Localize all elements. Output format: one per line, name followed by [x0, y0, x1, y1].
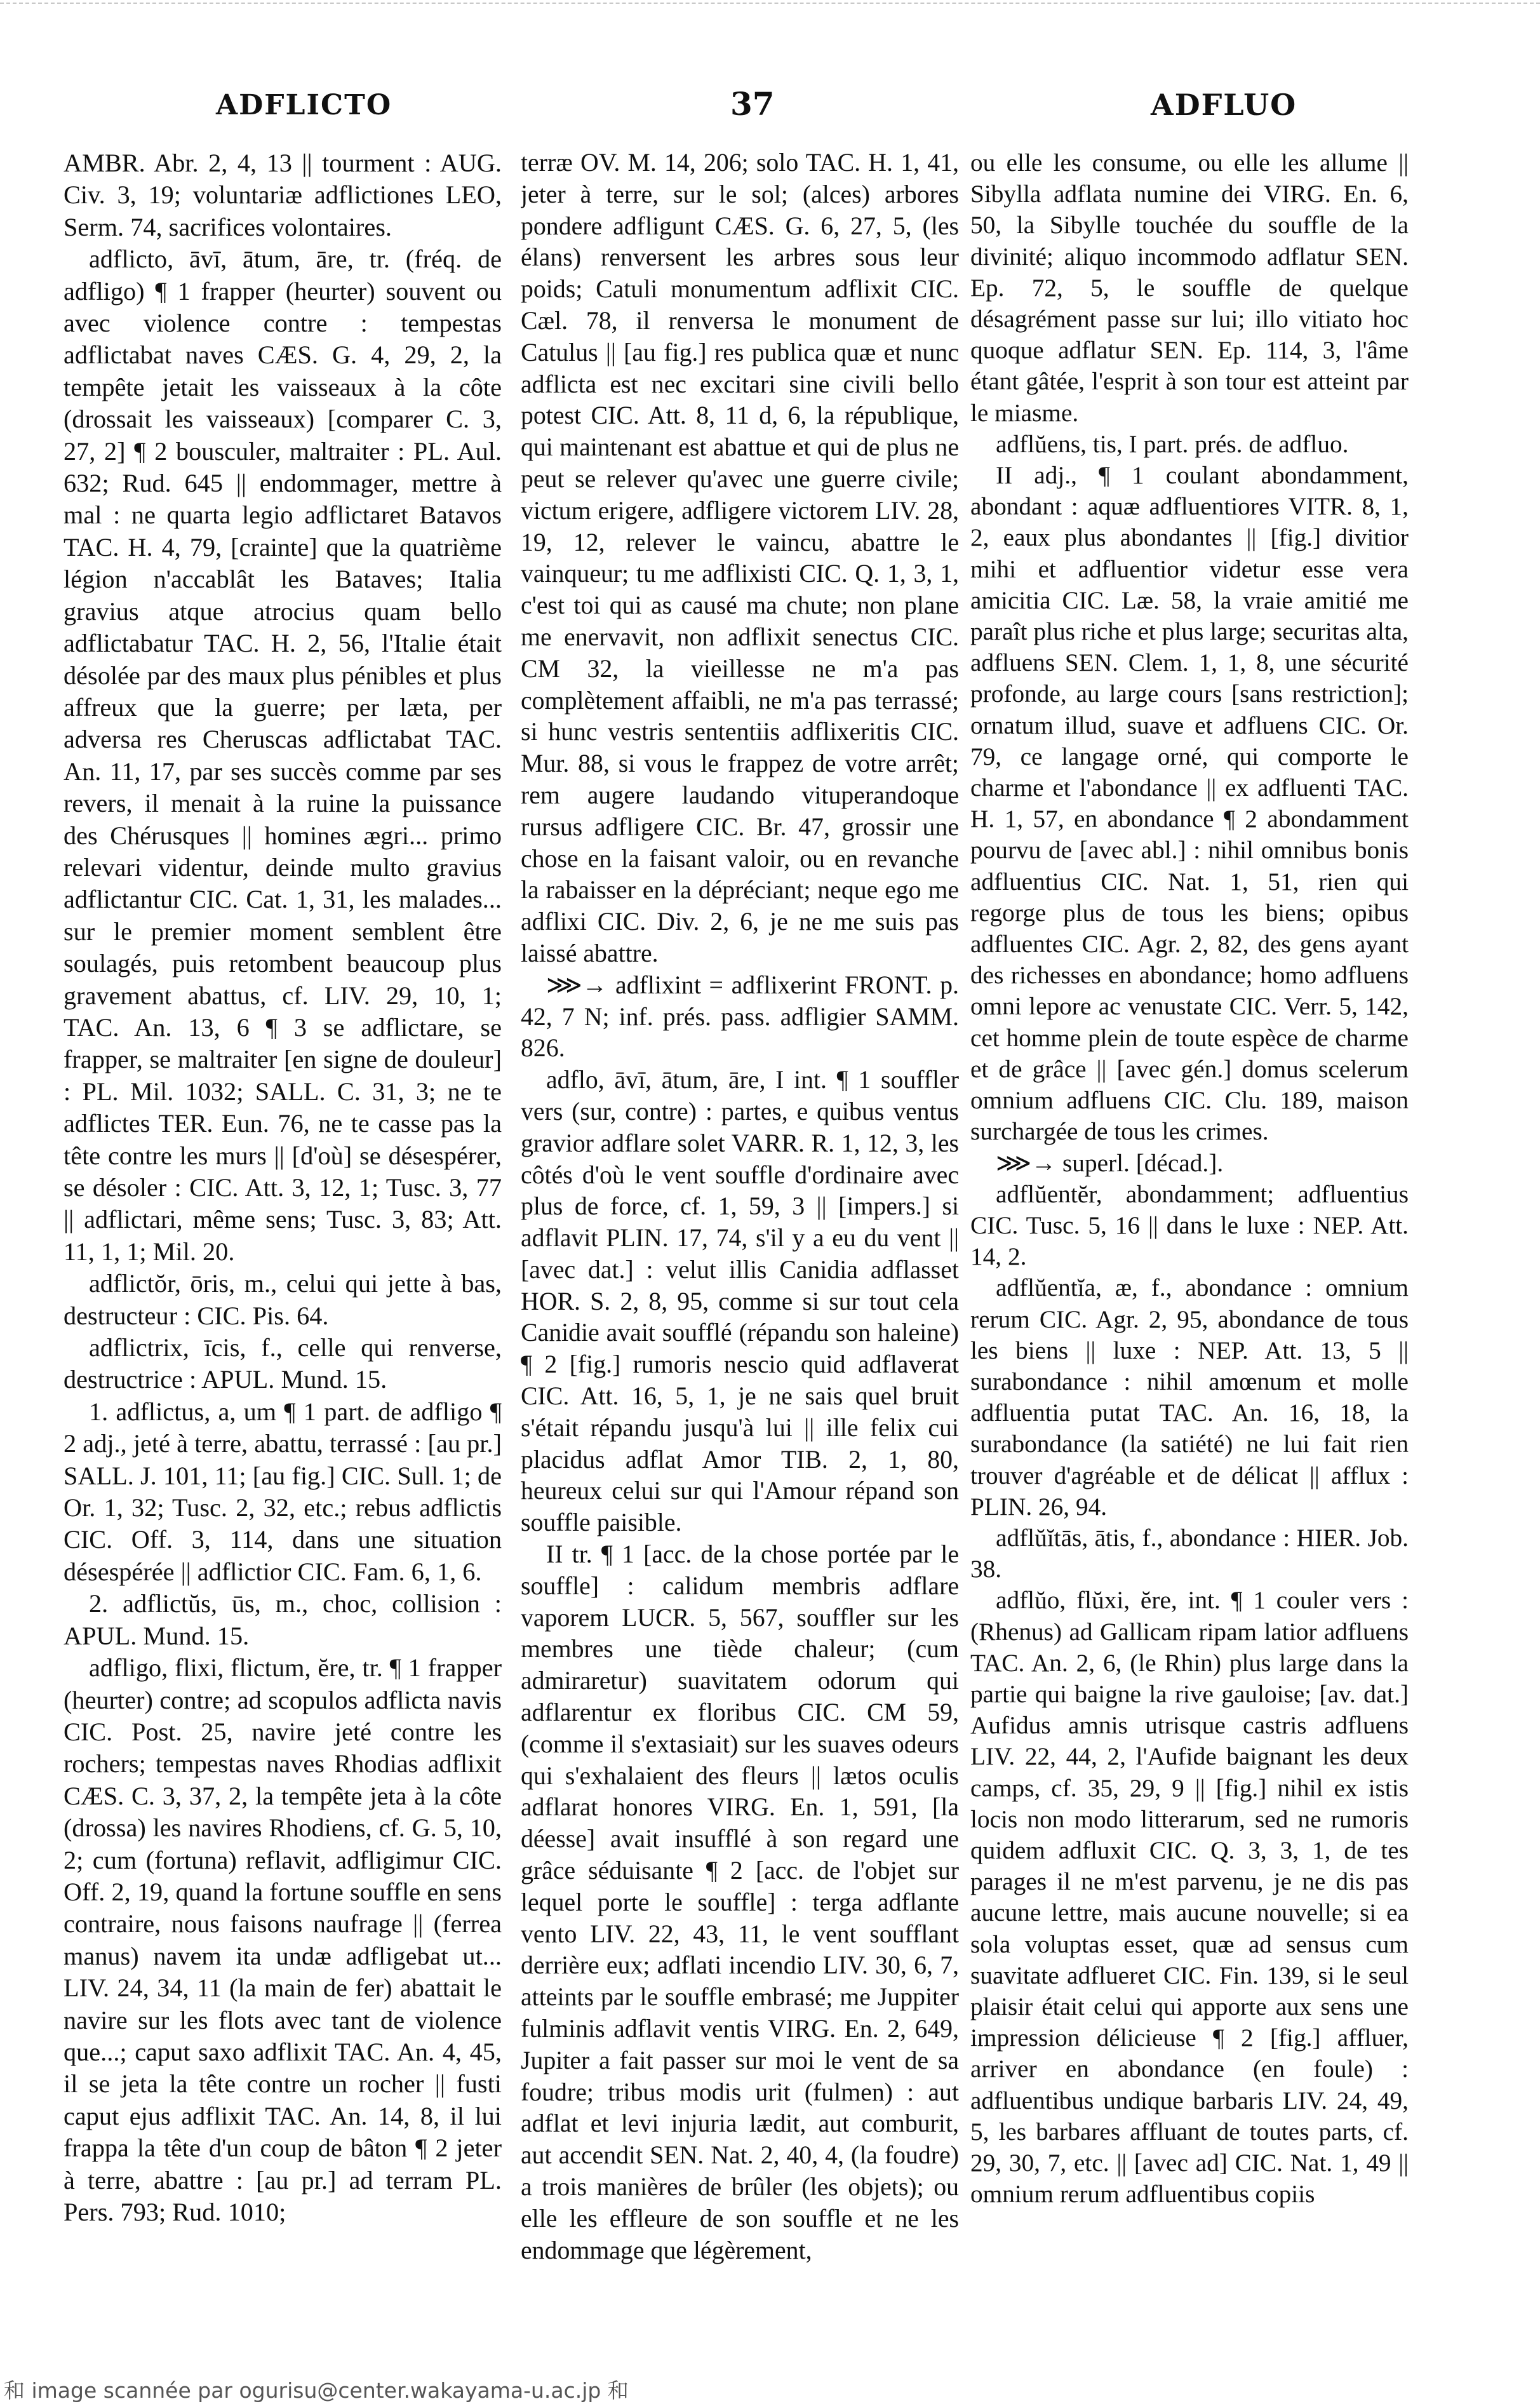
scan-credit: 和 image scannée par ogurisu@center.wakayama-u.ac.jp 和	[4, 2378, 629, 2403]
entry-note: ⋙→ adflixint = adflixerint FRONT. p. 42, 7 N; inf. prés. pass. adfligier SAMM. 826.	[521, 971, 959, 1063]
text-column-2	[521, 147, 959, 2288]
entry-adfluenter: adflŭentĕr, abondamment; adfluentius CIC. Tusc. 5, 16 || dans le luxe : NEP. Att. 14, 2.	[970, 1179, 1409, 1271]
page-header	[64, 76, 1461, 127]
entry-adfluo: adflŭo, flŭxi, ĕre, int. ¶ 1 couler vers : (Rhenus) ad Gallicam ripam latior adfluens TAC. An. 2, 6, (le Rhin) plus large dans la partie qui baigne la rive gauloise; [av. dat.] Aufidus amnis utrisque castris adfluens LIV. 22, 44, 2, l'Aufide baignant les deux camps, cf. 35, 29, 9 || [fig.] nihil ex istis locis non modo litterarum, sed ne rumoris quidem adfluxit CIC. Q. 3, 3, 1, de tes parages il ne m'est parvenu, je ne dis pas aucune lettre, mais aucune nouvelle; si ea sola voluptas esset, quæ ad sensus cum suavitate adflueret CIC. Fin. 139, si le seul plaisir était celui qui apporte aux sens une impression délicieuse ¶ 2 [fig.] affluer, arriver en abondance (en foule) : adfluentibus undique barbaris LIV. 24, 49, 5, les barbares affluant de toutes parts, cf. 29, 30, 7, etc. || [avec ad] CIC. Nat. 1, 49 || omnium rerum adfluentibus copiis	[970, 1586, 1409, 2208]
entry-adflictus-2: 2. adflictŭs, ūs, m., choc, collision : APUL. Mund. 15.	[64, 1589, 502, 1650]
entry-adflo: adflo, āvī, ātum, āre, I int. ¶ 1 souffler vers (sur, contre) : partes, e quibus ventus gravior adflare solet VARR. R. 1, 12, 3, les côtés d'où le vent souffle d'ordinaire avec plus de force, cf. 1, 59, 3 || [impers.] si adflavit PLIN. 17, 74, s'il y a eu du vent || [avec dat.] : velut illis Canidia adflasset HOR. S. 2, 8, 95, comme si sur tout cela Canidie avait soufflé (répandu son haleine) ¶ 2 [fig.] rumoris nescio quid adflaverat CIC. Att. 16, 5, 1, je ne sais quel bruit s'était répandu jusqu'à lui || ille felix cui placidus adflat Amor TIB. 2, 1, 80, heureux celui sur qui l'Amour répand son souffle paisible.	[521, 1066, 959, 1537]
entry-adflo-transitive: II tr. ¶ 1 [acc. de la chose portée par le souffle] : calidum membris adflare vaporem LUCR. 5, 567, souffler sur les membres une tiède chaleur; (cum admiraretur) suavitatem odorum qui adflarentur ex floribus CIC. CM 59, (comme il s'extasiait) sur les suaves odeurs qui s'exhalaient des fleurs || lætos oculis adflarat honores VIRG. En. 1, 591, [la déesse] avait insufflé à son regard une grâce séduisante ¶ 2 [acc. de l'objet sur lequel porte le souffle] : terga adflante vento LIV. 22, 43, 11, le vent soufflant derrière eux; adflati incendio LIV. 30, 6, 7, atteints par le souffle embrasé; me Juppiter fulminis adflavit ventis VIRG. En. 2, 649, Jupiter a fait passer sur moi le vent de sa foudre; tribus modis urit (fulmen) : aut adflat et levi injuria lædit, aut comburit, aut accendit SEN. Nat. 2, 40, 4, (la foudre) a trois manières de brûler (les objets); ou elle les effleure de son souffle et ne les endommage que légèrement,	[521, 1540, 959, 2264]
entry-adfluens: adflŭens, tis, I part. prés. de adfluo.	[996, 429, 1349, 458]
entry-adfluentia: adflŭentĭa, æ, f., abondance : omnium rerum CIC. Agr. 2, 95, abondance de tous les biens || luxe : NEP. Att. 13, 5 || surabondance : nihil amœnum et molle adfluentia putat TAC. An. 16, 18, la surabondance (la satiété) ne lui fait rien trouver d'agréable et de délicat || afflux : PLIN. 26, 94.	[970, 1274, 1409, 1521]
page-number: 37	[730, 85, 775, 123]
text-column-1	[64, 147, 502, 2288]
entry-adflictor: adflictŏr, ōris, m., celui qui jette à bas, destructeur : CIC. Pis. 64.	[64, 1269, 502, 1330]
entry-adfluitas: adflŭĭtās, ātis, f., abondance : HIER. Job. 38.	[970, 1523, 1409, 1583]
entry-note: ⋙→ superl. [décad.].	[996, 1148, 1224, 1177]
entry-adflicto: adflicto, āvī, ātum, āre, tr. (fréq. de adfligo) ¶ 1 frapper (heurter) souvent ou avec violence contre : tempestas adflictabat naves CÆS. G. 4, 29, 2, la tempête jetait les vaisseaux à la côte (drossait les vaisseaux) [comparer C. 3, 27, 2] ¶ 2 bousculer, maltraiter : PL. Aul. 632; Rud. 645 || endommager, mettre à mal : ne quarta legio adflictaret Batavos TAC. H. 4, 79, [crainte] que la quatrième légion n'accablât les Bataves; Italia gravius atque atrocius quam bello adflictabatur TAC. H. 2, 56, l'Italie était désolée par des maux plus pénibles et plus affreux que la guerre; per læta, per adversa res Cheruscas adflictabat TAC. An. 11, 17, par ses succès comme par ses revers, il menait à la ruine la puissance des Chérusques || homines ægri... primo relevari videntur, deinde multo gravius adflictantur CIC. Cat. 1, 31, les malades... sur le premier moment semblent être soulagés, puis retombent beaucoup plus gravement abattus, cf. LIV. 29, 10, 1; TAC. An. 13, 6 ¶ 3 se adflictare, se frapper, se maltraiter [en signe de douleur] : PL. Mil. 1032; SALL. C. 31, 3; ne te adflictes TER. Eun. 76, ne te casse pas la tête contre les murs || [d'où] se désespérer, se désoler : CIC. Att. 3, 12, 1; Tusc. 3, 77 || adflictari, même sens; Tusc. 3, 83; Att. 11, 1, 1; Mil. 20.	[64, 245, 502, 1266]
scan-edge-rule	[0, 3, 1540, 4]
entry-continuation: ou elle les consume, ou elle les allume || Sibylla adflata numine dei VIRG. En. 6, 50, la Sibylle touchée du souffle de la divinité; aliquo incommodo adflatur SEN. Ep. 72, 5, le souffle de quelque désagrément passe sur lui; illo vitiato hoc quoque adflatur SEN. Ep. 114, 3, l'âme étant gâtée, l'esprit à son tour est atteint par le miasme.	[970, 149, 1409, 427]
right-guide-word: ADFLUO	[1151, 88, 1297, 122]
entry-continuation: AMBR. Abr. 2, 4, 13 || tourment : AUG. Civ. 3, 19; voluntariæ adflictiones LEO, Serm. 74, sacrifices volontaires.	[64, 149, 502, 241]
entry-adflictrix: adflictrix, īcis, f., celle qui renverse, destructrice : APUL. Mund. 15.	[64, 1333, 502, 1394]
text-column-3	[970, 147, 1409, 2288]
entry-adflictus-1: 1. adflictus, a, um ¶ 1 part. de adfligo ¶ 2 adj., jeté à terre, abattu, terrassé : [au pr.] SALL. J. 101, 11; [au fig.] CIC. Sull. 1; de Or. 1, 32; Tusc. 2, 32, etc.; rebus adflictis CIC. Off. 3, 114, dans une situation désespérée || adflictior CIC. Fam. 6, 1, 6.	[64, 1397, 502, 1586]
entry-adfluens-adj: II adj., ¶ 1 coulant abondamment, abondant : aquæ adfluentiores VITR. 8, 1, 2, eaux plus abondantes || [fig.] divitior mihi et adfluentior videtur esse vera amicitia CIC. Læ. 58, la vraie amitié me paraît plus riche et plus large; securitas alta, adfluens SEN. Clem. 1, 1, 8, une sécurité profonde, au large cours [sans restriction]; ornatum illud, suave et adfluens CIC. Or. 79, ce langage orné, qui comporte le charme et l'abondance || ex adfluenti TAC. H. 1, 57, en abondance ¶ 2 abondamment pourvu de [avec abl.] : nihil omnibus bonis adfluentius CIC. Nat. 1, 51, rien qui regorge plus de tous les biens; opibus adfluentes CIC. Agr. 2, 82, des gens ayant des richesses en abondance; homo adfluens omni lepore ac venustate CIC. Verr. 5, 142, cet homme plein de toute espèce de charme et de grâce || [avec gén.] domus scelerum omnium adfluens CIC. Clu. 189, maison surchargée de tous les crimes.	[970, 461, 1409, 1146]
left-guide-word: ADFLICTO	[216, 89, 392, 121]
entry-adfligo: adfligo, flixi, flictum, ĕre, tr. ¶ 1 frapper (heurter) contre; ad scopulos adflicta navis CIC. Post. 25, navire jeté contre les rochers; tempestas naves Rhodias adflixit CÆS. C. 3, 37, 2, la tempête jeta à la côte (drossa) les navires Rhodiens, cf. G. 5, 10, 2; cum (fortuna) reflavit, adfligimur CIC. Off. 2, 19, quand la fortune souffle en sens contraire, nous faisons naufrage || (ferrea manus) navem ita undæ adfligebat ut... LIV. 24, 34, 11 (la main de fer) abattait le navire sur les flots avec tant de violence que...; caput saxo adflixit TAC. An. 4, 45, il se jeta la tête contre un rocher || fusti caput ejus adflixit TAC. An. 14, 8, il lui frappa la tête d'un coup de bâton ¶ 2 jeter à terre, abattre : [au pr.] ad terram PL. Pers. 793; Rud. 1010;	[64, 1653, 502, 2226]
entry-continuation: terræ OV. M. 14, 206; solo TAC. H. 1, 41, jeter à terre, sur le sol; (alces) arbores pondere adfligunt CÆS. G. 6, 27, 5, (les élans) renversent les arbres sous leur poids; Catuli monumentum adflixit CIC. Cæl. 78, il renversa le monument de Catulus || [au fig.] res publica quæ et nunc adflicta est nec excitari sine civili bello potest CIC. Att. 8, 11 d, 6, la république, qui maintenant est abattue et qui de plus ne peut se relever qu'avec une guerre civile; victum erigere, adfligere victorem LIV. 28, 19, 12, relever le vaincu, abattre le vainqueur; tu me adflixisti CIC. Q. 1, 3, 1, c'est toi qui as causé ma chute; non plane me enervavit, non adflixit senectus CIC. CM 32, la vieillesse ne m'a pas complètement affaibli, ne m'a pas terrassé; si hunc vestris sententiis adflixeritis CIC. Mur. 88, si vous le frappez de votre arrêt; rem augere laudando vituperandoque rursus adfligere CIC. Br. 47, grossir une chose en la faisant valoir, ou en revanche la rabaisser en la dépréciant; neque ego me adflixi CIC. Div. 2, 6, je ne me suis pas laissé abattre.	[521, 149, 959, 967]
